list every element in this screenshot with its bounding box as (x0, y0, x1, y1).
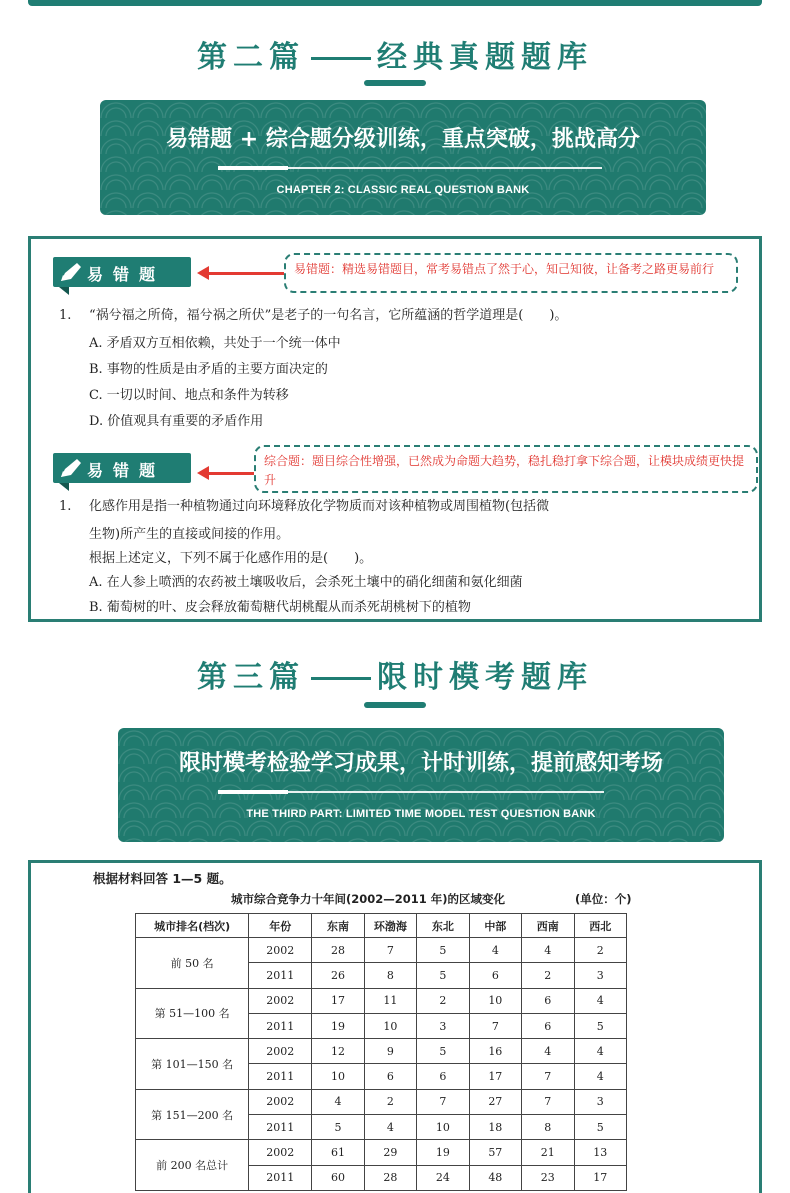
table-cell: 17 (574, 1165, 627, 1190)
material-intro: 根据材料回答 1—5 题。 (93, 871, 232, 886)
table-cell: 29 (364, 1140, 416, 1165)
banner-rule (288, 791, 604, 793)
question-1-number: 1. (59, 308, 72, 323)
table-cell: 5 (417, 963, 469, 988)
table-cell: 27 (469, 1089, 521, 1114)
table-cell: 28 (364, 1165, 416, 1190)
table-cell: 17 (469, 1064, 521, 1089)
table-cell: 2002 (249, 938, 312, 963)
table-cell: 8 (364, 963, 416, 988)
table-cell: 5 (574, 1115, 627, 1140)
table-row (136, 1089, 627, 1114)
banner-rule-thick (218, 166, 288, 170)
section3-banner-heading: 限时模考检验学习成果，计时训练，提前感知考场 (178, 751, 663, 776)
question-2-line2: 生物)所产生的直接或间接的作用。 (89, 527, 290, 542)
table-cell: 3 (417, 1013, 469, 1038)
option-b: B. 葡萄树的叶、皮会释放葡萄糖代胡桃醌从而杀死胡桃树下的植物 (89, 600, 471, 615)
table-title: 城市综合竞争力十年间(2002—2011 年)的区域变化 (231, 892, 506, 906)
section3-banner (118, 728, 724, 842)
option-a: A. 在人参上喷洒的农药被土壤吸收后，会杀死土壤中的硝化细菌和氨化细菌 (89, 575, 523, 590)
table-cell: 28 (312, 938, 364, 963)
table-header-row (136, 914, 627, 938)
table-cell: 9 (364, 1039, 416, 1064)
table-header: 东北 (417, 914, 469, 938)
table-cell: 2002 (249, 988, 312, 1013)
rank-cell: 第 151—200 名 (136, 1089, 249, 1140)
table-header: 西南 (522, 914, 574, 938)
table-cell: 2002 (249, 1140, 312, 1165)
table-cell: 23 (522, 1165, 574, 1190)
table-cell: 11 (364, 988, 416, 1013)
question-2-number: 1. (59, 499, 72, 514)
tag-label: 易错题 (87, 461, 166, 480)
section3-title (0, 652, 790, 696)
arrow-1 (207, 272, 287, 275)
table-header: 中部 (469, 914, 521, 938)
table-cell: 6 (364, 1064, 416, 1089)
section3-title-left: 第三篇 (197, 660, 305, 695)
section3-title-right: 限时模考题库 (377, 660, 593, 695)
top-strip (28, 0, 762, 6)
question-2-line1: 化感作用是指一种植物通过向环境释放化学物质而对该种植物或周围植物(包括微 (89, 499, 550, 514)
table-cell: 7 (417, 1089, 469, 1114)
tag-error-prone (53, 257, 191, 287)
table-cell: 5 (574, 1013, 627, 1038)
table-cell: 10 (364, 1013, 416, 1038)
question-2-line3: 根据上述定义，下列不属于化感作用的是( )。 (89, 551, 373, 566)
table-cell: 18 (469, 1115, 521, 1140)
wave-pattern (100, 100, 706, 215)
rank-cell: 前 200 名总计 (136, 1140, 249, 1191)
table-unit: (单位：个) (575, 892, 632, 906)
table-cell: 7 (469, 1013, 521, 1038)
table-cell: 7 (522, 1064, 574, 1089)
table-header: 年份 (249, 914, 312, 938)
table-cell: 57 (469, 1140, 521, 1165)
table-cell: 6 (522, 1013, 574, 1038)
table-cell: 17 (312, 988, 364, 1013)
table-cell: 2011 (249, 1165, 312, 1190)
section3-underline (364, 702, 426, 708)
table-header: 城市排名(档次) (136, 914, 249, 938)
tag-label: 易错题 (87, 265, 166, 284)
question-1-text: “祸兮福之所倚，福兮祸之所伏”是老子的一句名言，它所蕴涵的哲学道理是( )。 (89, 308, 568, 323)
table-cell: 3 (574, 1089, 627, 1114)
table-cell: 2 (522, 963, 574, 988)
table-cell: 10 (312, 1064, 364, 1089)
section2-title-right: 经典真题题库 (377, 40, 593, 75)
table-row (136, 938, 627, 963)
table-cell: 60 (312, 1165, 364, 1190)
question-card-1 (28, 236, 762, 622)
table-cell: 2002 (249, 1039, 312, 1064)
title-dash (311, 677, 371, 680)
option-c: C. 一切以时间、地点和条件为转移 (89, 388, 289, 403)
tag-tail (59, 287, 69, 295)
table-cell: 21 (522, 1140, 574, 1165)
table-cell: 6 (469, 963, 521, 988)
table-cell: 24 (417, 1165, 469, 1190)
question-card-2 (28, 860, 762, 1193)
table-cell: 2 (417, 988, 469, 1013)
section2-banner (100, 100, 706, 215)
table-cell: 10 (417, 1115, 469, 1140)
table-header: 环渤海 (364, 914, 416, 938)
city-table (135, 913, 627, 1191)
option-b: B. 事物的性质是由矛盾的主要方面决定的 (89, 362, 328, 377)
table-cell: 19 (417, 1140, 469, 1165)
table-cell: 48 (469, 1165, 521, 1190)
table-cell: 7 (364, 938, 416, 963)
tag-tail (59, 483, 69, 491)
pen-icon (59, 457, 83, 479)
table-cell: 19 (312, 1013, 364, 1038)
banner-rule (288, 167, 602, 169)
note-error-prone: 易错题：精选易错题目，常考易错点了然于心，知己知彼，让备考之路更易前行 (284, 253, 738, 293)
table-cell: 5 (417, 1039, 469, 1064)
option-d: D. 价值观具有重要的矛盾作用 (89, 414, 264, 429)
table-cell: 26 (312, 963, 364, 988)
section3-banner-sub: THE THIRD PART: LIMITED TIME MODEL TEST QUESTION BANK (246, 808, 596, 820)
table-cell: 10 (469, 988, 521, 1013)
rank-cell: 第 51—100 名 (136, 988, 249, 1039)
table-cell: 5 (417, 938, 469, 963)
table-cell: 2 (364, 1089, 416, 1114)
table-cell: 4 (574, 1039, 627, 1064)
table-row (136, 1140, 627, 1165)
section2-banner-sub: CHAPTER 2: CLASSIC REAL QUESTION BANK (276, 184, 530, 196)
table-cell: 7 (522, 1089, 574, 1114)
table-cell: 4 (574, 1064, 627, 1089)
table-cell: 4 (522, 938, 574, 963)
table-cell: 61 (312, 1140, 364, 1165)
section2-banner-heading: 易错题 + 综合题分级训练，重点突破，挑战高分 (166, 127, 640, 152)
table-cell: 4 (312, 1089, 364, 1114)
table-cell: 4 (522, 1039, 574, 1064)
banner-rule-thick (218, 790, 288, 794)
rank-cell: 第 101—150 名 (136, 1039, 249, 1090)
note-comprehensive: 综合题：题目综合性增强，已然成为命题大趋势，稳扎稳打拿下综合题，让模块成绩更快提升 (254, 445, 758, 493)
table-cell: 12 (312, 1039, 364, 1064)
table-cell: 3 (574, 963, 627, 988)
table-cell: 5 (312, 1115, 364, 1140)
table-cell: 6 (417, 1064, 469, 1089)
rank-cell: 前 50 名 (136, 938, 249, 989)
pen-icon (59, 261, 83, 283)
table-header: 西北 (574, 914, 627, 938)
table-cell: 4 (364, 1115, 416, 1140)
table-cell: 16 (469, 1039, 521, 1064)
table-cell: 13 (574, 1140, 627, 1165)
table-row (136, 1039, 627, 1064)
option-a: A. 矛盾双方互相依赖，共处于一个统一体中 (89, 336, 341, 351)
title-dash (311, 57, 371, 60)
table-cell: 2 (574, 938, 627, 963)
table-cell: 2011 (249, 1115, 312, 1140)
table-cell: 2002 (249, 1089, 312, 1114)
section2-title (0, 32, 790, 76)
section2-title-left: 第二篇 (197, 40, 305, 75)
table-cell: 4 (469, 938, 521, 963)
table-cell: 2011 (249, 1064, 312, 1089)
table-cell: 2011 (249, 963, 312, 988)
table-cell: 6 (522, 988, 574, 1013)
arrow-2 (207, 472, 257, 475)
table-cell: 4 (574, 988, 627, 1013)
table-cell: 2011 (249, 1013, 312, 1038)
section2-underline (364, 80, 426, 86)
table-cell: 8 (522, 1115, 574, 1140)
table-row (136, 988, 627, 1013)
table-header: 东南 (312, 914, 364, 938)
tag-comprehensive (53, 453, 191, 483)
